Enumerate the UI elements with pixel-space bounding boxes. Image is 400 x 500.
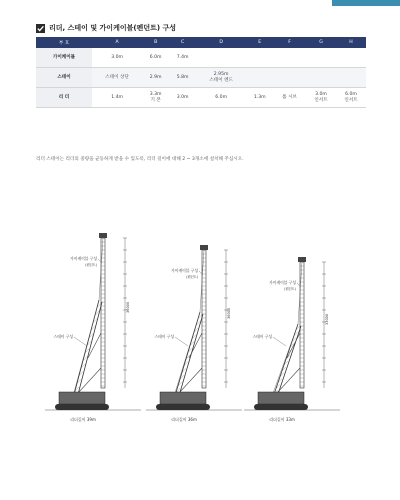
row-label: 스테이: [36, 68, 92, 88]
boom-chord: [75, 302, 102, 406]
crawler-track: [156, 404, 210, 410]
header-cell: B: [142, 37, 169, 48]
stay-label: 스테이 구성: [154, 334, 174, 339]
table-row: [36, 68, 366, 88]
table-cell: 2.95m 스테이 엔드: [196, 68, 246, 88]
header-cell: E: [246, 37, 273, 48]
top-sheave: [200, 245, 208, 250]
corner-banner: [332, 0, 400, 6]
table-cell: 1.3m: [246, 88, 273, 108]
guy-cable-sublabel: (펜던트): [284, 287, 296, 291]
header-cell: G: [306, 37, 336, 48]
table-cell: 7.4m: [169, 48, 196, 68]
crawler-track: [254, 404, 308, 410]
table-header-row: [36, 37, 366, 48]
table-cell: [336, 48, 366, 68]
table-cell: 톱 시브: [273, 88, 306, 108]
pile-driver-diagrams: [0, 230, 400, 480]
table-cell: [306, 68, 336, 88]
table-cell: 3.0m 인서트: [306, 88, 336, 108]
height-dimension-label: 36000: [227, 307, 231, 319]
table-cell: 3.0m: [169, 88, 196, 108]
crane-body: [59, 392, 105, 404]
crane-body: [160, 392, 206, 404]
height-dimension-label: 36000: [126, 301, 130, 313]
leader-stay: [277, 368, 300, 393]
table-cell: [196, 48, 246, 68]
table-cell: 2.9m: [142, 68, 169, 88]
table-cell: [246, 68, 273, 88]
leader-length-caption: 리더길이 33m: [269, 417, 295, 422]
guy-cable: [272, 324, 298, 396]
header-cell: H: [336, 37, 366, 48]
table-cell: 5.8m: [169, 68, 196, 88]
table-cell: 6.0m: [196, 88, 246, 108]
table-cell: 6.0m 인서트: [336, 88, 366, 108]
top-sheave: [298, 257, 306, 262]
table-cell: 3.3m 기 본: [142, 88, 169, 108]
header-cell: D: [196, 37, 246, 48]
header-cell: C: [169, 37, 196, 48]
table-cell: [336, 68, 366, 88]
top-sheave: [99, 233, 107, 238]
crane-body: [258, 392, 304, 404]
table-cell: 1.4m: [92, 88, 142, 108]
label-pointer: [297, 283, 300, 286]
table-row: [36, 88, 366, 108]
table-cell: 6.0m: [142, 48, 169, 68]
header-cell: A: [92, 37, 142, 48]
leader-stay: [189, 333, 202, 358]
row-label: 리 더: [36, 88, 92, 108]
section-heading: [36, 22, 176, 34]
label-pointer: [175, 337, 188, 346]
crawler-track: [55, 404, 109, 410]
guy-cable-label: 가이케이블 구성: [171, 268, 198, 273]
guy-cable-label: 가이케이블 구성: [70, 256, 97, 261]
table-cell: [273, 48, 306, 68]
header-cell: 부 호: [36, 37, 92, 48]
table-row: [36, 48, 366, 68]
table-cell: [273, 68, 306, 88]
label-pointer: [98, 259, 101, 262]
guy-cable: [73, 300, 99, 396]
leader-length-caption: 리더길이 39m: [70, 417, 96, 422]
table-cell: [246, 48, 273, 68]
row-label: 가이케이블: [36, 48, 92, 68]
label-pointer: [199, 271, 202, 274]
spec-table: [36, 37, 366, 108]
guy-cable: [174, 312, 200, 396]
stay-label: 스테이 구성: [252, 334, 272, 339]
stay-label: 스테이 구성: [53, 334, 73, 339]
table-cell: [306, 48, 336, 68]
table-cell: 스테이 상단: [92, 68, 142, 88]
label-pointer: [74, 337, 87, 346]
header-cell: F: [273, 37, 306, 48]
checkbox-icon: [36, 24, 45, 33]
label-pointer: [273, 337, 286, 346]
guy-cable-label: 가이케이블 구성: [269, 280, 296, 285]
leader-length-caption: 리더길이 36m: [171, 417, 197, 422]
guy-cable-sublabel: (펜던트): [85, 263, 97, 267]
height-dimension-label: 33000: [325, 313, 329, 325]
installation-note: 리더 스테이는 리더의 중량을 균등하게 받을 수 있도록, 리더 길이에 대해 2 ~ 3개소에 설치해 주십시오.: [36, 157, 244, 162]
guy-cable-sublabel: (펜던트): [186, 275, 198, 279]
section-title: 리더, 스테이 및 가이케이블(펜던트) 구성: [49, 24, 176, 32]
table-cell: 3.0m: [92, 48, 142, 68]
